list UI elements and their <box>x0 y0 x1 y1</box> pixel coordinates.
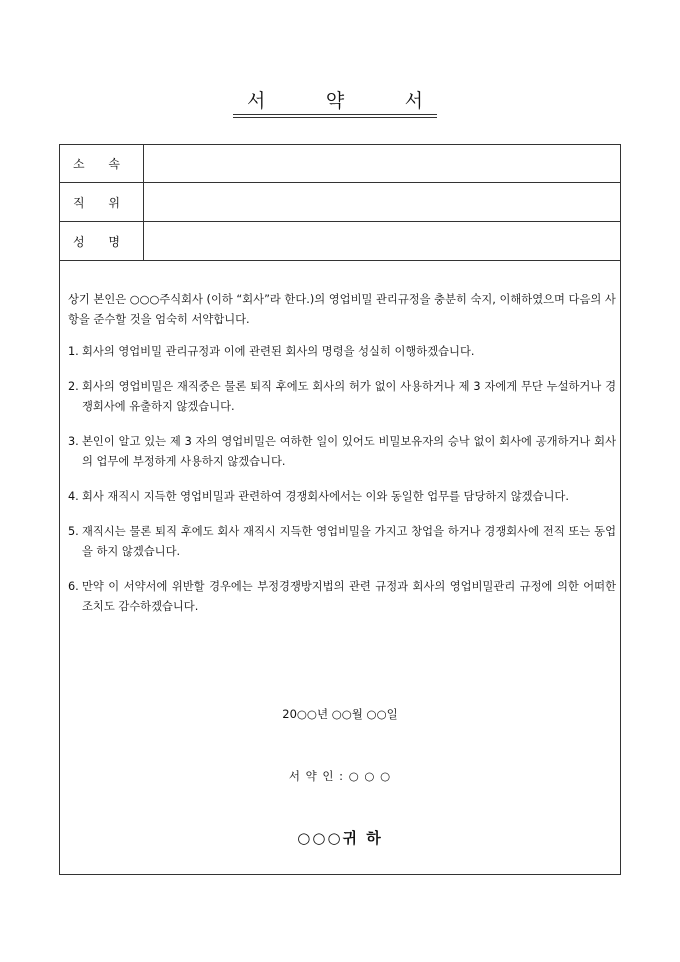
info-row-department <box>60 145 620 183</box>
pledge-item <box>68 487 616 507</box>
info-row-position <box>60 183 620 222</box>
document-title <box>233 86 437 113</box>
info-label-position: 직 위 <box>60 183 144 222</box>
addressee: ○○○귀 하 <box>297 829 383 847</box>
item-text: 재직시는 물론 퇴직 후에도 회사 재직시 지득한 영업비밀을 가지고 창업을 하거나 경쟁회사에 전직 또는 동업을 하지 않겠습니다. <box>82 525 616 558</box>
title-char-3: 서 <box>404 90 423 112</box>
info-label-department: 소 속 <box>60 145 144 183</box>
item-text: 회사의 영업비밀 관리규정과 이에 관련된 회사의 명령을 성실히 이행하겠습니다. <box>82 345 475 358</box>
pledge-item <box>68 377 616 417</box>
info-value-name[interactable] <box>144 222 621 261</box>
title-char-1: 서 <box>247 90 266 112</box>
pledge-frame <box>59 144 621 875</box>
item-text: 만약 이 서약서에 위반할 경우에는 부정경쟁방지법의 관련 규정과 회사의 영업비밀관리 규정에 의한 어떠한 조치도 감수하겠습니다. <box>82 580 616 613</box>
pledge-body <box>68 290 616 632</box>
item-number: 2. <box>68 380 79 393</box>
item-text: 회사의 영업비밀은 재직중은 물론 퇴직 후에도 회사의 허가 없이 사용하거나 제 3 자에게 무단 누설하거나 경쟁회사에 유출하지 않겠습니다. <box>82 380 616 413</box>
signer-line: 서 약 인 : ○ ○ ○ <box>288 769 392 783</box>
info-row-name <box>60 222 620 261</box>
title-char-2: 약 <box>325 90 345 112</box>
pledge-item <box>68 522 616 562</box>
pledge-item <box>68 432 616 472</box>
item-number: 5. <box>68 525 79 538</box>
title-underline <box>233 117 437 118</box>
item-number: 1. <box>68 345 79 358</box>
info-value-position[interactable] <box>144 183 621 222</box>
item-text: 본인이 알고 있는 제 3 자의 영업비밀은 여하한 일이 있어도 비밀보유자의 승낙 없이 회사에 공개하거나 회사의 업무에 부정하게 사용하지 않겠습니다. <box>82 435 616 468</box>
pledge-date: 20○○년 ○○월 ○○일 <box>282 707 398 721</box>
item-number: 6. <box>68 580 79 593</box>
info-value-department[interactable] <box>144 145 621 183</box>
pledge-item <box>68 342 616 362</box>
pledge-item <box>68 577 616 617</box>
info-table <box>60 145 620 261</box>
item-number: 3. <box>68 435 79 448</box>
info-label-name: 성 명 <box>60 222 144 261</box>
intro-paragraph: 상기 본인은 ○○○주식회사 (이하 “회사”라 한다.)의 영업비밀 관리규정을 충분히 숙지, 이해하였으며 다음의 사항을 준수할 것을 엄숙히 서약합니다. <box>68 293 616 326</box>
item-number: 4. <box>68 490 79 503</box>
title-underline <box>233 114 437 115</box>
item-text: 회사 재직시 지득한 영업비밀과 관련하여 경쟁회사에서는 이와 동일한 업무를 담당하지 않겠습니다. <box>82 490 569 503</box>
